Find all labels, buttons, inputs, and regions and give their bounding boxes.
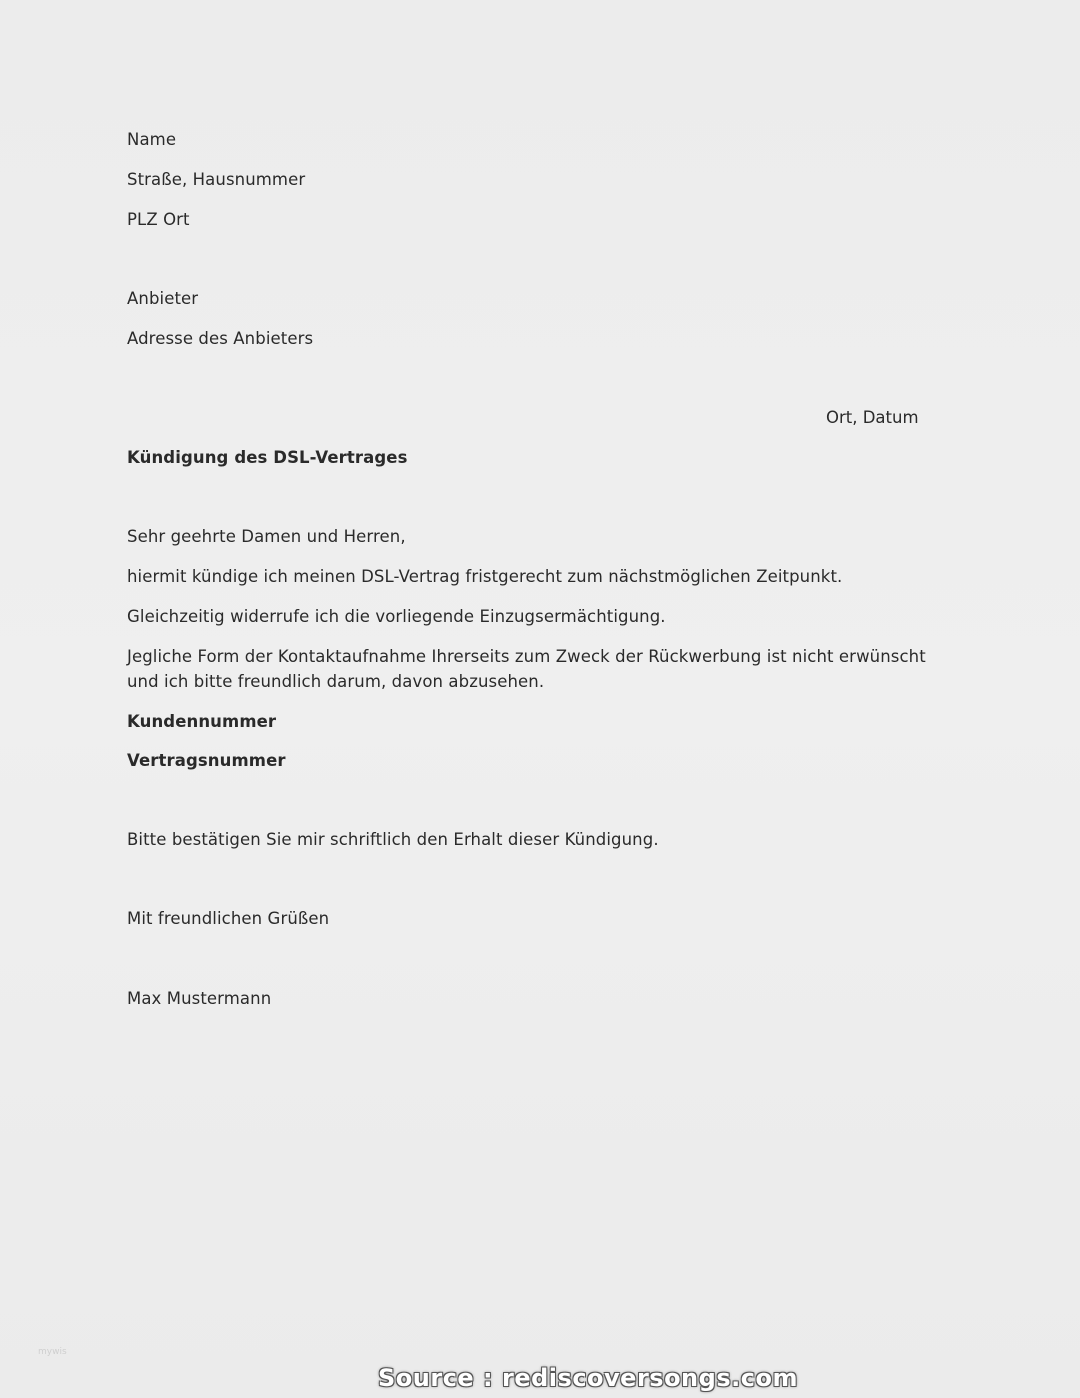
- sender-city: PLZ Ort: [127, 210, 190, 229]
- sender-name: Name: [127, 130, 177, 149]
- source-caption: Source : rediscoversongs.com: [378, 1364, 798, 1392]
- closing-phrase: Mit freundlichen Grüßen: [127, 909, 330, 928]
- contract-number-label: Vertragsnummer: [127, 751, 286, 770]
- place-date: Ort, Datum: [826, 408, 919, 427]
- body-paragraph-3: Jegliche Form der Kontaktaufnahme Ihrerseits zum Zweck der Rückwerbung ist nicht erwünscht und ich bitte freundlich darum, davon abzusehen.: [127, 647, 926, 691]
- faint-watermark: mywis: [38, 1347, 67, 1357]
- recipient-provider: Anbieter: [127, 289, 199, 308]
- customer-number-label: Kundennummer: [127, 712, 277, 731]
- subject-line: Kündigung des DSL-Vertrages: [127, 448, 408, 467]
- salutation: Sehr geehrte Damen und Herren,: [127, 527, 406, 546]
- signature-name: Max Mustermann: [127, 989, 272, 1008]
- sender-street: Straße, Hausnummer: [127, 170, 306, 189]
- body-line-2: Gleichzeitig widerrufe ich die vorliegende Einzugsermächtigung.: [127, 607, 666, 626]
- body-line-1: hiermit kündige ich meinen DSL-Vertrag fristgerecht zum nächstmöglichen Zeitpunkt.: [127, 567, 843, 586]
- confirmation-request: Bitte bestätigen Sie mir schriftlich den Erhalt dieser Kündigung.: [127, 830, 659, 849]
- recipient-address: Adresse des Anbieters: [127, 329, 314, 348]
